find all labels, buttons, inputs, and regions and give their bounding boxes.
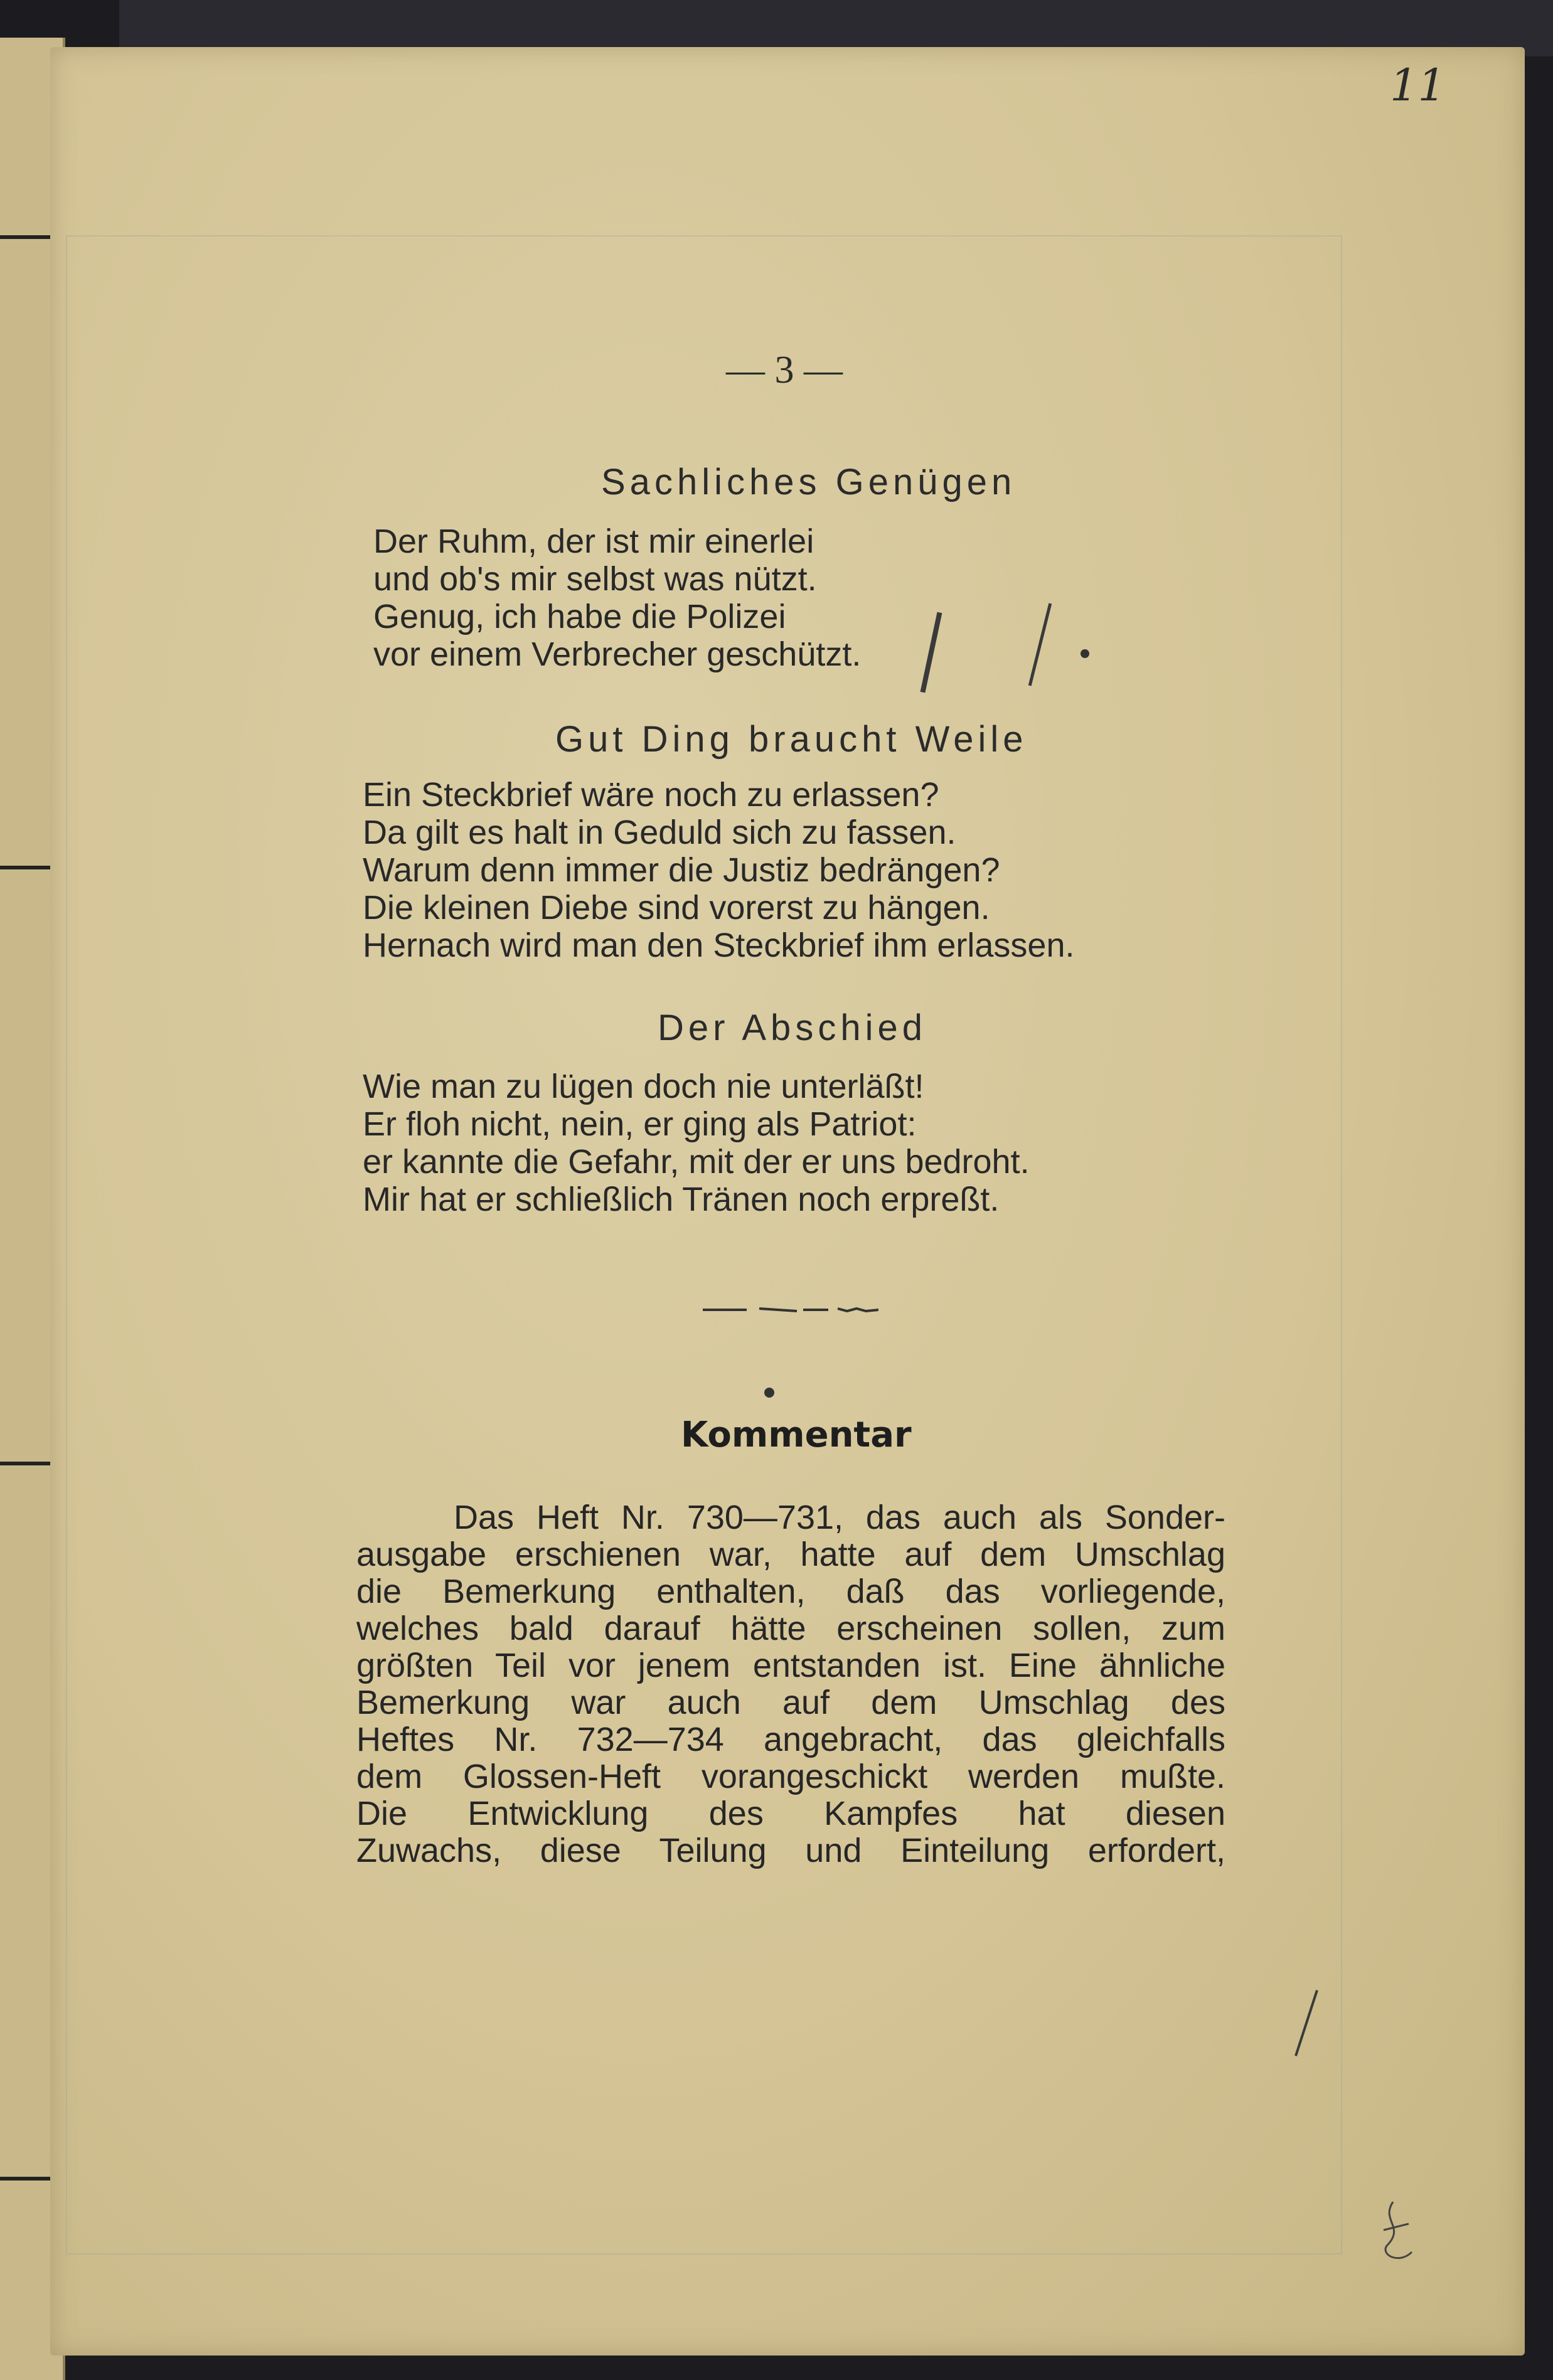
verse-line: vor einem Verbrecher geschützt. (373, 635, 862, 673)
page-number: — 3 — (726, 349, 843, 391)
paragraph-line: größten Teil vor jenem entstanden ist. Eine ähnliche (356, 1647, 1225, 1684)
paragraph-line: Bemerkung war auch auf dem Umschlag des (356, 1684, 1225, 1721)
verse-line: Mir hat er schließlich Tränen noch erpreßt. (363, 1181, 1000, 1218)
poem-title: Der Abschied (658, 1007, 927, 1048)
verse-line: Hernach wird man den Steckbrief ihm erlassen. (363, 927, 1075, 964)
handwritten-folio-number: 11 (1390, 60, 1446, 111)
paragraph-line: dem Glossen-Heft vorangeschickt werden mußte. (356, 1758, 1225, 1795)
verse-line: und ob's mir selbst was nützt. (373, 560, 817, 598)
kommentar-paragraph (356, 1499, 1225, 1869)
paragraph-line: Das Heft Nr. 730—731, das auch als Sonder- (454, 1499, 1225, 1536)
ornament-divider (703, 1305, 878, 1315)
poem-title: Gut Ding braucht Weile (555, 719, 1028, 760)
bullet-dot (764, 1388, 774, 1398)
paragraph-line: ausgabe erschienen war, hatte auf dem Umschlag (356, 1536, 1225, 1573)
pencil-dot (1081, 649, 1089, 658)
verse-line: Da gilt es halt in Geduld sich zu fassen. (363, 814, 956, 851)
verse-line: Genug, ich habe die Polizei (373, 598, 786, 635)
paragraph-line: die Bemerkung enthalten, daß das vorliegende, (356, 1573, 1225, 1610)
poem-stanza (373, 523, 861, 673)
verse-line: Der Ruhm, der ist mir einerlei (373, 523, 814, 560)
poem-title: Sachliches Genügen (601, 462, 1017, 502)
verse-line: Die kleinen Diebe sind vorerst zu hängen. (363, 889, 990, 927)
poem-stanza (363, 1068, 1030, 1218)
paragraph-line: welches bald darauf hätte erscheinen sollen, zum (356, 1610, 1225, 1647)
section-heading: Kommentar (681, 1415, 912, 1455)
verse-line: Wie man zu lügen doch nie unterläßt! (363, 1068, 924, 1105)
verse-line: er kannte die Gefahr, mit der er uns bedroht. (363, 1143, 1030, 1181)
verse-line: Warum denn immer die Justiz bedrängen? (363, 851, 1000, 889)
paragraph-line: Die Entwicklung des Kampfes hat diesen (356, 1795, 1225, 1832)
poem-stanza (363, 776, 1075, 964)
pencil-scribble (1368, 2196, 1424, 2271)
paragraph-line: Zuwachs, diese Teilung und Einteilung erfordert, (356, 1832, 1225, 1869)
verse-line: Er floh nicht, nein, er ging als Patriot: (363, 1105, 917, 1143)
verse-line: Ein Steckbrief wäre noch zu erlassen? (363, 776, 939, 814)
paragraph-line: Heftes Nr. 732—734 angebracht, das gleichfalls (356, 1721, 1225, 1758)
